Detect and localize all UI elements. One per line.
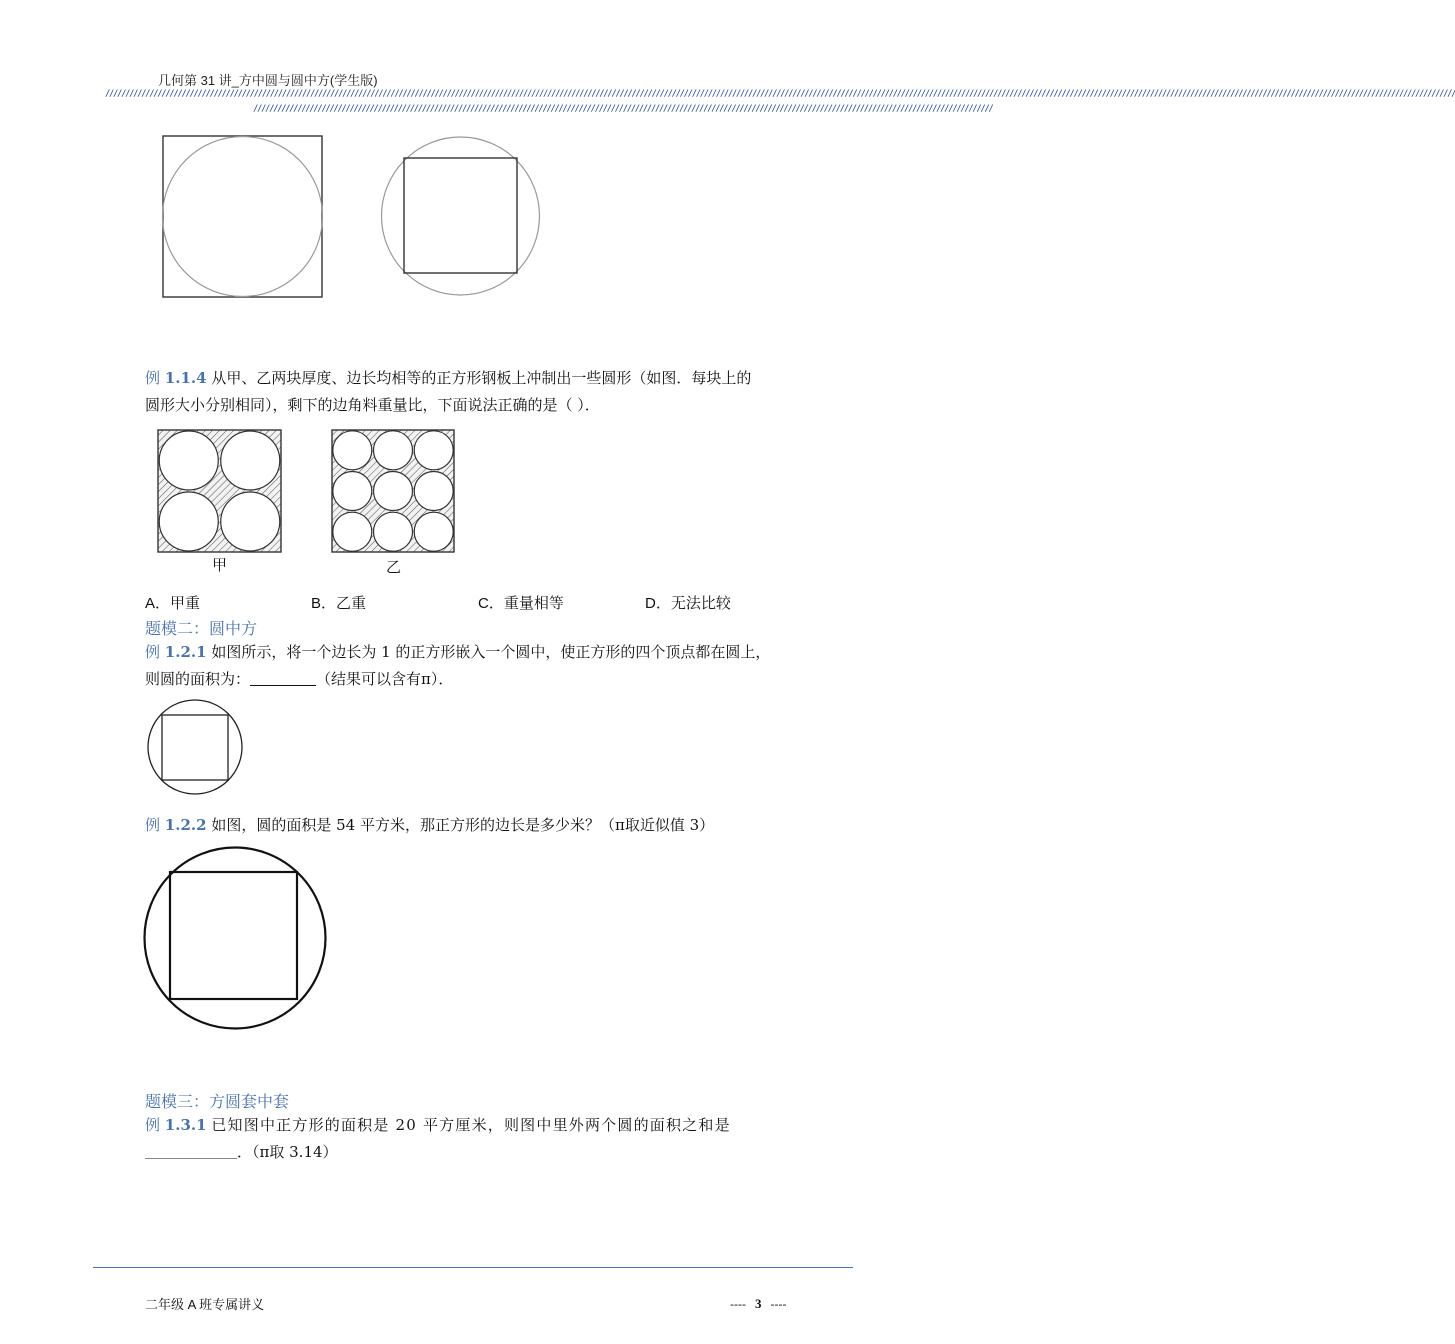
page-number-value: 3 bbox=[754, 1296, 762, 1311]
punched-circle bbox=[374, 472, 413, 511]
punched-circle bbox=[414, 512, 453, 551]
example-label: 例 bbox=[145, 818, 161, 834]
example-text-line2: 圆形大小分别相同），剩下的边角料重量比，下面说法正确的是（ ）． bbox=[145, 396, 600, 414]
example-text: 如图，圆的面积是 54 平方米，那正方形的边长是多少米？（π取近似值 3） bbox=[211, 816, 715, 834]
option-text: 重量相等 bbox=[503, 594, 564, 612]
example-1-3-1 bbox=[145, 1112, 835, 1165]
option-letter: C． bbox=[478, 595, 504, 612]
outer-square bbox=[163, 136, 322, 297]
answer-blank[interactable] bbox=[250, 671, 316, 686]
option-b bbox=[311, 592, 366, 613]
option-letter: B． bbox=[311, 595, 337, 612]
option-letter: A． bbox=[145, 595, 171, 612]
punched-circle bbox=[374, 512, 413, 551]
punched-circle bbox=[333, 431, 372, 470]
example-label: 例 bbox=[145, 371, 161, 387]
option-c bbox=[478, 592, 564, 613]
example-text-line2-post: （结果可以含有π）． bbox=[316, 670, 454, 688]
square bbox=[170, 872, 297, 999]
answer-blank[interactable] bbox=[145, 1144, 237, 1159]
example-number: 1.3.1 bbox=[164, 1116, 207, 1134]
inscribed-circle bbox=[163, 137, 323, 297]
punched-circle bbox=[374, 431, 413, 470]
option-a bbox=[145, 592, 200, 613]
example-text-line1: 已知图中正方形的面积是 20 平方厘米，则图中里外两个圆的面积之和是 bbox=[211, 1116, 731, 1134]
circumscribed-circle bbox=[382, 137, 540, 295]
footer-divider bbox=[93, 1267, 853, 1268]
section-heading-topic2: 题模二：圆中方 bbox=[145, 619, 258, 638]
header-divider-slashes: //////////////////////////////////////////////////////////////////////////////////////////////////////////////////////////////////////////////////////////////////////////////////////////////////////////////////////////////////////////////////////////////////////////////////////////////////////////////////////////////////////////////// bbox=[105, 89, 1455, 99]
punched-circle bbox=[333, 512, 372, 551]
example-number: 1.2.2 bbox=[164, 816, 207, 834]
example-text-line1: 如图所示，将一个边长为 1 的正方形嵌入一个圆中，使正方形的四个顶点都在圆上， bbox=[211, 643, 771, 661]
page-dash-left: ---- bbox=[730, 1297, 746, 1311]
example-1-1-4 bbox=[145, 365, 825, 418]
figure-yi-nine-circles bbox=[331, 429, 455, 553]
figure-square-in-circle bbox=[380, 136, 542, 298]
figure-square-in-circle-small bbox=[147, 699, 243, 795]
punched-circle bbox=[159, 492, 218, 551]
page-number bbox=[730, 1296, 786, 1312]
document-header-title: 几何第 31 讲_方中圆与圆中方(学生版) bbox=[158, 73, 378, 88]
footer-title: 二年级 A 班专属讲义 bbox=[145, 1297, 265, 1312]
inscribed-square bbox=[404, 158, 517, 273]
punched-circle bbox=[221, 492, 280, 551]
header-divider-slashes-second: //////////////////////////////////////////////////////////////////////////////////////////////////////////////////////////////////////////////////////////////////////////////////////// bbox=[253, 104, 993, 114]
punched-circle bbox=[333, 472, 372, 511]
section-heading-topic3: 题模三：方圆套中套 bbox=[145, 1092, 290, 1111]
circle bbox=[145, 848, 326, 1029]
punched-circle bbox=[414, 472, 453, 511]
example-1-2-2 bbox=[145, 812, 835, 839]
option-d bbox=[645, 592, 731, 613]
caption-yi: 乙 bbox=[386, 558, 402, 576]
figure-circle-in-square bbox=[162, 135, 324, 298]
example-label: 例 bbox=[145, 1118, 161, 1134]
example-text-line2-post: ．（π取 3.14） bbox=[237, 1143, 338, 1161]
caption-jia: 甲 bbox=[212, 556, 228, 574]
option-text: 甲重 bbox=[170, 594, 201, 612]
example-1-2-1 bbox=[145, 639, 835, 692]
example-text-line2-pre: 则圆的面积为： bbox=[145, 670, 251, 688]
option-text: 乙重 bbox=[336, 594, 367, 612]
punched-circle bbox=[221, 431, 280, 490]
square bbox=[162, 715, 228, 780]
figure-jia-four-circles bbox=[157, 429, 282, 553]
punched-circle bbox=[159, 431, 218, 490]
option-letter: D． bbox=[645, 595, 671, 612]
punched-circle bbox=[414, 431, 453, 470]
example-label: 例 bbox=[145, 645, 161, 661]
option-text: 无法比较 bbox=[670, 594, 731, 612]
figure-square-in-circle-large bbox=[143, 846, 327, 1030]
example-text-line1: 从甲、乙两块厚度、边长均相等的正方形钢板上冲制出一些圆形（如图．每块上的 bbox=[211, 369, 752, 387]
example-number: 1.2.1 bbox=[164, 643, 207, 661]
page-dash-right: ---- bbox=[770, 1297, 787, 1311]
example-number: 1.1.4 bbox=[164, 369, 207, 387]
